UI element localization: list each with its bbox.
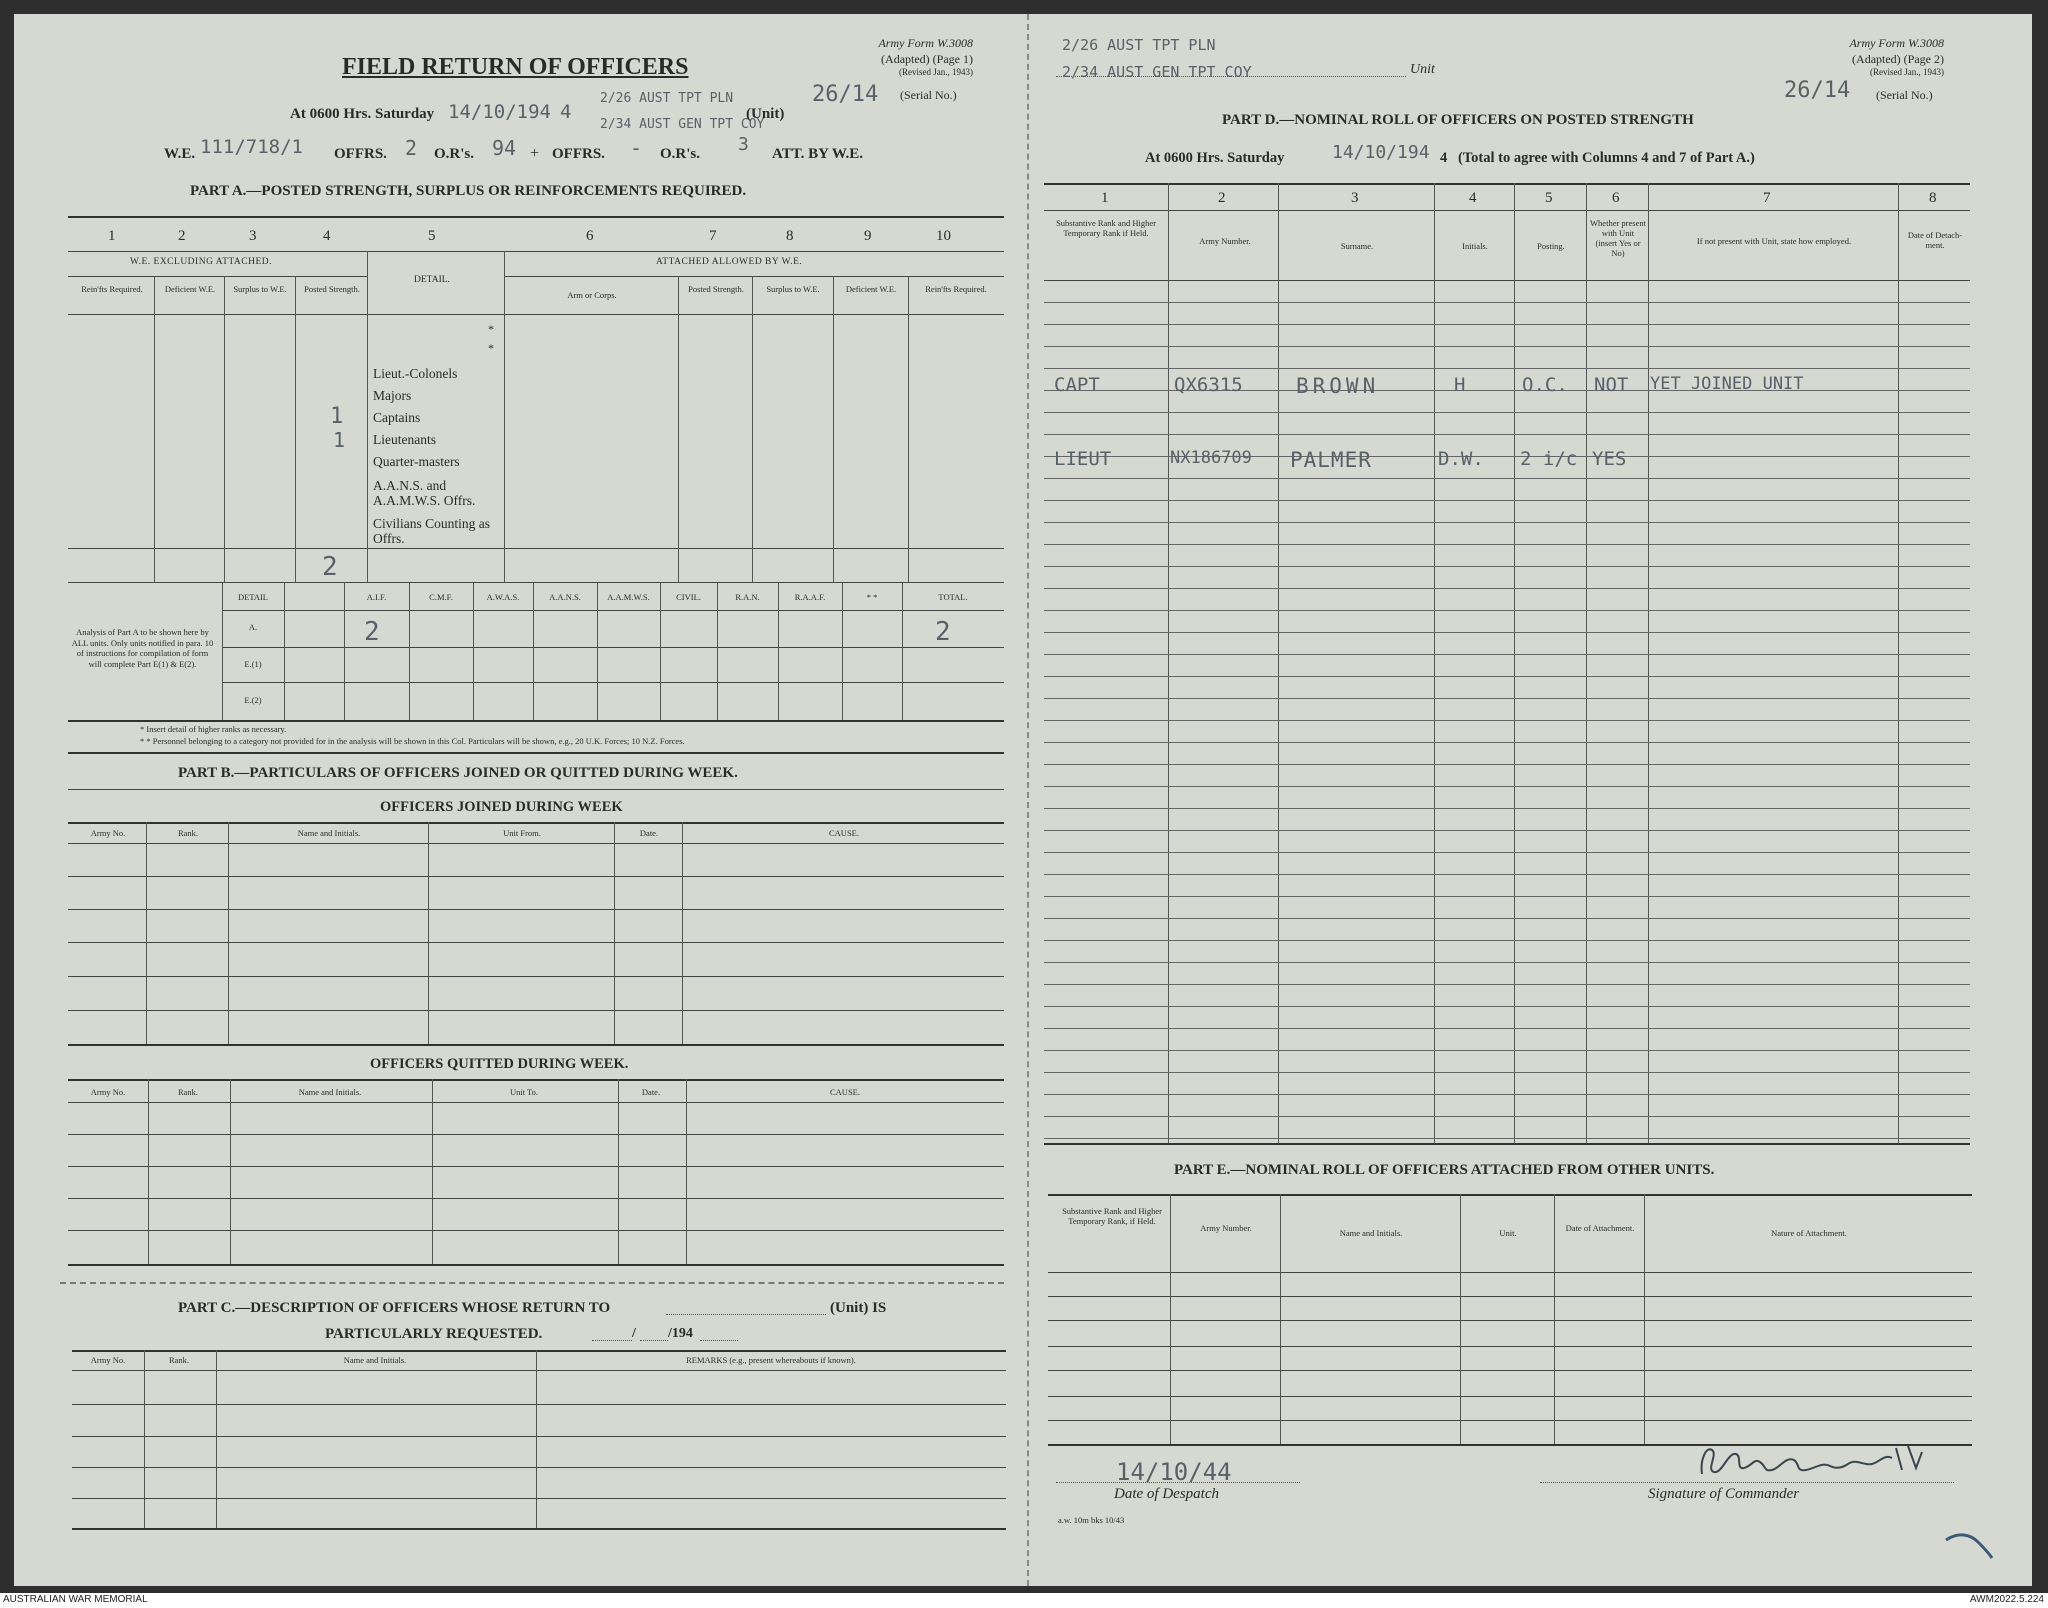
e-h-date: Date of Attachment. bbox=[1565, 1223, 1635, 1233]
part-d-row-line bbox=[1044, 434, 1970, 435]
ors2-label: O.R's. bbox=[660, 146, 701, 162]
d-row1-surname: BROWN bbox=[1296, 374, 1380, 398]
d-row2-surname: PALMER bbox=[1290, 448, 1372, 472]
an-h-cmf: C.M.F. bbox=[429, 592, 453, 602]
an-h-total: TOTAL. bbox=[938, 592, 968, 602]
joined-title: OFFICERS JOINED DURING WEEK bbox=[380, 799, 623, 815]
hdr-posted: Posted Strength. bbox=[304, 284, 360, 294]
we-label: W.E. bbox=[164, 146, 196, 162]
d-row1-rank: CAPT bbox=[1054, 374, 1100, 396]
serial-number: 26/14 bbox=[812, 82, 879, 107]
d-row1-posting: O.C. bbox=[1522, 374, 1568, 396]
d-row2-rank: LIEUT bbox=[1054, 448, 1112, 470]
stray-mark bbox=[1944, 1530, 1994, 1560]
tear-line bbox=[60, 1282, 1004, 1284]
part-d-row-line bbox=[1044, 1094, 1970, 1095]
an-h-other: * * bbox=[866, 592, 878, 602]
part-b-title: PART B.—PARTICULARS OF OFFICERS JOINED OR QUITTED DURING WEEK. bbox=[178, 765, 738, 781]
quitted-v3 bbox=[432, 1079, 433, 1264]
footer-institution: AUSTRALIAN WAR MEMORIAL bbox=[3, 1594, 148, 1605]
part-c-v1 bbox=[144, 1350, 145, 1528]
quitted-v1 bbox=[148, 1079, 149, 1264]
part-d-row-line bbox=[1044, 896, 1970, 897]
an-v3 bbox=[409, 582, 410, 720]
part-d-row-line bbox=[1044, 720, 1970, 721]
part-b-rule-top bbox=[68, 752, 1004, 754]
part-c-h-remarks: REMARKS (e.g., present whereabouts if known). bbox=[686, 1355, 856, 1365]
line1-unit: 2/26 AUST TPT PLN 2/34 AUST GEN TPT COY bbox=[600, 91, 765, 132]
hdr-arm-corps: Arm or Corps. bbox=[567, 290, 617, 300]
despatch-line bbox=[1056, 1482, 1300, 1483]
part-d-v7 bbox=[1898, 183, 1899, 1143]
part-d-v3 bbox=[1434, 183, 1435, 1143]
form-ref-line3: (Revised Jan., 1943) bbox=[899, 67, 973, 77]
right-unit-handwritten: 2/26 AUST TPT PLN 2/34 AUST GEN TPT COY bbox=[1062, 36, 1252, 81]
part-a-title: PART A.—POSTED STRENGTH, SURPLUS OR REINFORCEMENTS REQUIRED. bbox=[190, 183, 747, 199]
offrs2-value: - bbox=[630, 136, 643, 160]
part-d-row-line bbox=[1044, 588, 1970, 589]
part-e-v5 bbox=[1644, 1194, 1645, 1444]
part-d-row-line bbox=[1044, 1006, 1970, 1007]
part-c-row-4 bbox=[72, 1498, 1006, 1499]
part-c-row-1 bbox=[72, 1404, 1006, 1405]
part-d-row-line bbox=[1044, 302, 1970, 303]
d-row2-number: NX186709 bbox=[1170, 448, 1252, 468]
quitted-rule-top bbox=[68, 1079, 1004, 1081]
d-col-5: 5 bbox=[1545, 190, 1553, 206]
part-e-rule-top bbox=[1048, 1194, 1972, 1196]
joined-row-1 bbox=[68, 876, 1004, 877]
an-h-civil: CIVIL. bbox=[676, 592, 701, 602]
form-ref-line2: (Adapted) (Page 1) bbox=[881, 52, 973, 66]
part-d-row-line bbox=[1044, 918, 1970, 919]
part-c-slash: / bbox=[632, 1326, 636, 1341]
line1-unit-label: (Unit) bbox=[746, 106, 785, 122]
hdr-reinfts-req-2: Rein'fts Required. bbox=[925, 284, 987, 294]
d-col-7: 7 bbox=[1763, 190, 1771, 206]
quitted-h-name: Name and Initials. bbox=[298, 1087, 362, 1097]
offrs2-label: OFFRS. bbox=[552, 146, 605, 162]
part-e-v2 bbox=[1280, 1194, 1281, 1444]
part-d-rule-hdr bbox=[1044, 280, 1970, 281]
part-d-subtitle-b: (Total to agree with Columns 4 and 7 of Part A.) bbox=[1458, 150, 1755, 166]
part-d-row-line bbox=[1044, 1050, 1970, 1051]
center-fold bbox=[1027, 14, 1029, 1586]
part-d-row-line bbox=[1044, 610, 1970, 611]
col-num-9: 9 bbox=[864, 228, 872, 244]
part-d-row-line bbox=[1044, 676, 1970, 677]
part-c-h-army: Army No. bbox=[90, 1355, 126, 1365]
part-d-row-line bbox=[1044, 1138, 1970, 1139]
asterisk-1: * bbox=[488, 322, 494, 336]
part-a-vline-7 bbox=[752, 276, 753, 582]
an-v4 bbox=[473, 582, 474, 720]
part-c-date-blank2 bbox=[640, 1340, 668, 1341]
d-h-posting: Posting. bbox=[1537, 241, 1565, 251]
part-d-row-line bbox=[1044, 962, 1970, 963]
e-h-name: Name and Initials. bbox=[1339, 1228, 1403, 1238]
e-h-unit: Unit. bbox=[1499, 1228, 1517, 1238]
part-d-row-line bbox=[1044, 742, 1970, 743]
signature-label: Signature of Commander bbox=[1648, 1486, 1800, 1502]
an-v6 bbox=[597, 582, 598, 720]
printer-code: a.w. 10m bks 10/43 bbox=[1058, 1515, 1125, 1525]
right-unit-label: Unit bbox=[1410, 62, 1435, 77]
part-e-title: PART E.—NOMINAL ROLL OF OFFICERS ATTACHED FROM OTHER UNITS. bbox=[1174, 1162, 1715, 1178]
an-h-awas: A.W.A.S. bbox=[486, 592, 520, 602]
d-row2-posting: 2 i/c bbox=[1520, 448, 1578, 470]
joined-rule-top bbox=[68, 822, 1004, 824]
d-row1-present: NOT bbox=[1594, 374, 1629, 396]
part-a-rule-4 bbox=[68, 548, 1004, 549]
an-row-e2: E.(2) bbox=[244, 695, 262, 705]
joined-h-name: Name and Initials. bbox=[297, 828, 361, 838]
part-d-row-line bbox=[1044, 412, 1970, 413]
an-row-e1: E.(1) bbox=[244, 659, 262, 669]
part-d-row-line bbox=[1044, 786, 1970, 787]
joined-h-cause: CAUSE. bbox=[829, 828, 859, 838]
joined-row-3 bbox=[68, 942, 1004, 943]
hdr-deficient-2: Deficient W.E. bbox=[845, 284, 897, 294]
we-value: 111/718/1 bbox=[200, 136, 303, 158]
part-c-row-3 bbox=[72, 1467, 1006, 1468]
asterisk-2: * bbox=[488, 341, 494, 355]
d-h-employed: If not present with Unit, state how employed. bbox=[1696, 236, 1852, 246]
quitted-h-cause: CAUSE. bbox=[830, 1087, 860, 1097]
analysis-rule-bottom bbox=[68, 720, 1004, 722]
right-form-ref-1: Army Form W.3008 bbox=[1849, 36, 1944, 50]
d-row2-initials: D.W. bbox=[1438, 448, 1484, 470]
col-num-10: 10 bbox=[936, 228, 951, 244]
e-h-nature: Nature of Attachment. bbox=[1771, 1228, 1847, 1238]
part-e-rule-hdr bbox=[1048, 1272, 1972, 1273]
part-c-unit-is: (Unit) IS bbox=[830, 1300, 887, 1316]
e-h-rank: Substantive Rank and Higher Temporary Rank, if Held. bbox=[1062, 1206, 1162, 1226]
part-c-rule-hdr bbox=[72, 1370, 1006, 1371]
line1-year: 4 bbox=[560, 101, 572, 123]
an-h-ran: R.A.N. bbox=[735, 592, 760, 602]
rank-lt-col: Lieut.-Colonels bbox=[373, 366, 458, 381]
part-e-row-5 bbox=[1048, 1396, 1972, 1397]
part-c-rule-top bbox=[72, 1350, 1006, 1352]
an-v5 bbox=[533, 582, 534, 720]
part-d-row-line bbox=[1044, 1028, 1970, 1029]
rank-majors: Majors bbox=[373, 388, 412, 403]
col-num-4: 4 bbox=[323, 228, 331, 244]
col-num-7: 7 bbox=[709, 228, 717, 244]
signature-scrawl-icon bbox=[1696, 1440, 1940, 1484]
analysis-note: Analysis of Part A to be shown here by ALL units. Only units notified in para. 10 of instructions for compilation of form will complete Part E(1) & E(2). bbox=[71, 627, 214, 669]
d-col-2: 2 bbox=[1218, 190, 1226, 206]
part-c-h-rank: Rank. bbox=[168, 1355, 190, 1365]
an-aif-a: 2 bbox=[364, 617, 380, 647]
part-d-rule-num bbox=[1044, 210, 1970, 211]
part-d-row-line bbox=[1044, 1116, 1970, 1117]
joined-rule-hdr bbox=[68, 843, 1004, 844]
hdr-deficient: Deficient W.E. bbox=[164, 284, 216, 294]
rank-captains: Captains bbox=[373, 410, 421, 425]
part-d-row-line bbox=[1044, 764, 1970, 765]
quitted-h-army: Army No. bbox=[90, 1087, 126, 1097]
footnote-2: * * Personnel belonging to a category not provided for in the analysis will be shown in this Col. Particulars will be shown, e.g., 20 U.K. Forces; 10 N.Z. Forces. bbox=[140, 736, 685, 746]
rank-lieutenants: Lieutenants bbox=[373, 432, 436, 447]
d-row2-present: YES bbox=[1592, 448, 1627, 470]
part-e-v3 bbox=[1460, 1194, 1461, 1444]
part-d-row-line bbox=[1044, 808, 1970, 809]
part-a-vline-1 bbox=[154, 276, 155, 582]
col-num-5: 5 bbox=[428, 228, 436, 244]
analysis-rule-3 bbox=[222, 682, 1004, 683]
despatch-label: Date of Despatch bbox=[1114, 1486, 1219, 1502]
part-d-row-line bbox=[1044, 632, 1970, 633]
quitted-rule-bottom bbox=[68, 1264, 1004, 1266]
part-d-row-line bbox=[1044, 654, 1970, 655]
pen-stroke-icon bbox=[1944, 1530, 1994, 1560]
att-label: ATT. BY W.E. bbox=[772, 146, 864, 162]
part-d-row-line bbox=[1044, 544, 1970, 545]
part-d-row-line bbox=[1044, 830, 1970, 831]
part-c-v3 bbox=[536, 1350, 537, 1528]
quitted-row-3 bbox=[68, 1198, 1004, 1199]
offrs-label: OFFRS. bbox=[334, 146, 387, 162]
part-d-year: 4 bbox=[1440, 150, 1448, 166]
an-h-aif: A.I.F. bbox=[366, 592, 387, 602]
col-num-1: 1 bbox=[108, 228, 116, 244]
d-row1-number: QX6315 bbox=[1174, 374, 1243, 396]
an-h-aamws: A.A.M.W.S. bbox=[607, 592, 650, 602]
rank-aans: A.A.N.S. and A.A.M.W.S. Offrs. bbox=[373, 478, 476, 508]
detail-label: DETAIL. bbox=[414, 275, 450, 285]
right-unit-blank bbox=[1056, 76, 1406, 77]
part-c-v2 bbox=[216, 1350, 217, 1528]
part-a-rule-3 bbox=[68, 314, 1004, 315]
posted-lieutenants: 1 bbox=[333, 428, 346, 452]
right-serial: 26/14 bbox=[1784, 78, 1851, 103]
part-e-v4 bbox=[1554, 1194, 1555, 1444]
d-h-surname: Surname. bbox=[1340, 241, 1374, 251]
joined-h-rank: Rank. bbox=[177, 828, 199, 838]
part-a-vline-2 bbox=[224, 276, 225, 582]
part-a-rule-5 bbox=[68, 582, 1004, 583]
part-d-row-line bbox=[1044, 346, 1970, 347]
part-b-rule-1 bbox=[68, 789, 1004, 790]
quitted-h-date: Date. bbox=[641, 1087, 661, 1097]
part-d-row-line bbox=[1044, 984, 1970, 985]
archive-footer bbox=[0, 1593, 2048, 1608]
part-d-v6 bbox=[1648, 183, 1649, 1143]
form-ref-line1: Army Form W.3008 bbox=[878, 36, 973, 50]
posted-captains: 1 bbox=[330, 404, 344, 429]
part-e-row-2 bbox=[1048, 1320, 1972, 1321]
hdr-posted-2: Posted Strength. bbox=[688, 284, 744, 294]
joined-h-army: Army No. bbox=[90, 828, 126, 838]
part-d-rule-bottom bbox=[1044, 1143, 1970, 1145]
joined-row-2 bbox=[68, 909, 1004, 910]
group-attached: ATTACHED ALLOWED BY W.E. bbox=[656, 257, 803, 267]
part-a-vline-9 bbox=[908, 276, 909, 582]
part-e-row-6 bbox=[1048, 1420, 1972, 1421]
ors-label: O.R's. bbox=[434, 146, 475, 162]
joined-row-5 bbox=[68, 1010, 1004, 1011]
right-serial-label: (Serial No.) bbox=[1876, 88, 1933, 102]
d-h-initials: Initials. bbox=[1462, 241, 1488, 251]
an-v9 bbox=[778, 582, 779, 720]
rank-qm: Quarter-masters bbox=[373, 454, 460, 469]
part-a-vline-5 bbox=[504, 251, 505, 582]
part-d-row-line bbox=[1044, 478, 1970, 479]
line1-date: 14/10/194 bbox=[448, 101, 551, 123]
part-c-date-blank3 bbox=[700, 1340, 738, 1341]
d-col-1: 1 bbox=[1101, 190, 1109, 206]
e-h-army-number: Army Number. bbox=[1200, 1223, 1252, 1233]
d-h-detach: Date of Detach-ment. bbox=[1907, 230, 1963, 250]
quitted-h-unit: Unit To. bbox=[509, 1087, 539, 1097]
part-e-row-4 bbox=[1048, 1370, 1972, 1371]
d-h-army-number: Army Number. bbox=[1199, 236, 1251, 246]
part-a-vline-6 bbox=[678, 276, 679, 582]
offrs-value: 2 bbox=[405, 136, 418, 160]
posted-total: 2 bbox=[322, 552, 338, 582]
part-a-rule-top bbox=[68, 216, 1004, 218]
quitted-v4 bbox=[618, 1079, 619, 1264]
part-c-unit-blank bbox=[666, 1314, 826, 1315]
footnote-1: * Insert detail of higher ranks as necessary. bbox=[140, 724, 287, 734]
part-c-title2: PARTICULARLY REQUESTED. bbox=[325, 1326, 543, 1342]
part-d-subtitle-a: At 0600 Hrs. Saturday bbox=[1145, 150, 1285, 166]
part-a-vline-3 bbox=[295, 276, 296, 582]
d-col-8: 8 bbox=[1929, 190, 1937, 206]
col-num-8: 8 bbox=[786, 228, 794, 244]
an-v2 bbox=[344, 582, 345, 720]
part-d-v2 bbox=[1278, 183, 1279, 1143]
col-num-2: 2 bbox=[178, 228, 186, 244]
d-col-3: 3 bbox=[1351, 190, 1359, 206]
right-form-ref-2: (Adapted) (Page 2) bbox=[1852, 52, 1944, 66]
part-d-title: PART D.—NOMINAL ROLL OF OFFICERS ON POSTED STRENGTH bbox=[1222, 112, 1694, 128]
part-e-v1 bbox=[1170, 1194, 1171, 1444]
part-d-row-line bbox=[1044, 852, 1970, 853]
d-col-4: 4 bbox=[1469, 190, 1477, 206]
part-d-row-line bbox=[1044, 874, 1970, 875]
part-a-rule-1 bbox=[68, 251, 1004, 252]
quitted-title: OFFICERS QUITTED DURING WEEK. bbox=[370, 1056, 629, 1072]
an-v10 bbox=[842, 582, 843, 720]
d-h-present: Whether present with Unit (insert Yes or No) bbox=[1590, 218, 1646, 258]
analysis-rule-2 bbox=[222, 647, 1004, 648]
right-form-ref-3: (Revised Jan., 1943) bbox=[1870, 67, 1944, 77]
joined-rule-bottom bbox=[68, 1044, 1004, 1046]
an-v11 bbox=[902, 582, 903, 720]
an-h-raaf: R.A.A.F. bbox=[794, 592, 826, 602]
line1-at: At 0600 Hrs. Saturday bbox=[290, 106, 435, 122]
part-d-row-line bbox=[1044, 698, 1970, 699]
part-d-row-line bbox=[1044, 566, 1970, 567]
hdr-reinfts-req: Rein'fts Required. bbox=[81, 284, 143, 294]
ors2-value: 3 bbox=[738, 134, 749, 155]
analysis-rule-1 bbox=[222, 610, 1004, 611]
part-a-vline-4 bbox=[367, 251, 368, 582]
col-num-6: 6 bbox=[586, 228, 594, 244]
part-d-row-line bbox=[1044, 522, 1970, 523]
commander-signature bbox=[1696, 1440, 1940, 1484]
quitted-row-1 bbox=[68, 1134, 1004, 1135]
part-c-h-name: Name and Initials. bbox=[343, 1355, 407, 1365]
part-a-rule-2a bbox=[68, 276, 368, 277]
quitted-v2 bbox=[230, 1079, 231, 1264]
part-e-row-1 bbox=[1048, 1296, 1972, 1297]
quitted-row-4 bbox=[68, 1230, 1004, 1231]
d-row1-employed: YET JOINED UNIT bbox=[1650, 374, 1804, 394]
an-h-aans: A.A.N.S. bbox=[549, 592, 581, 602]
form-title: FIELD RETURN OF OFFICERS bbox=[342, 54, 689, 80]
joined-h-unit: Unit From. bbox=[503, 828, 541, 838]
joined-row-4 bbox=[68, 976, 1004, 977]
part-a-vline-8 bbox=[833, 276, 834, 582]
part-d-row-line bbox=[1044, 324, 1970, 325]
ors-value: 94 bbox=[492, 136, 517, 160]
quitted-h-rank: Rank. bbox=[177, 1087, 199, 1097]
quitted-v5 bbox=[686, 1079, 687, 1264]
part-e-row-3 bbox=[1048, 1346, 1972, 1347]
plus-sign: + bbox=[530, 145, 540, 162]
part-d-row-line bbox=[1044, 368, 1970, 369]
joined-h-date: Date. bbox=[639, 828, 659, 838]
part-d-row-line bbox=[1044, 500, 1970, 501]
part-d-v5 bbox=[1586, 183, 1587, 1143]
an-v7 bbox=[660, 582, 661, 720]
footer-accession: AWM2022.5.224 bbox=[1969, 1594, 2044, 1605]
an-v1 bbox=[284, 582, 285, 720]
group-we-excl: W.E. EXCLUDING ATTACHED. bbox=[130, 257, 273, 267]
hdr-surplus: Surplus to W.E. bbox=[233, 284, 287, 294]
part-c-title1: PART C.—DESCRIPTION OF OFFICERS WHOSE RETURN TO bbox=[178, 1300, 611, 1316]
quitted-row-2 bbox=[68, 1166, 1004, 1167]
d-h-rank: Substantive Rank and Higher Temporary Rank if Held. bbox=[1056, 218, 1156, 238]
despatch-date: 14/10/44 bbox=[1116, 1458, 1232, 1486]
an-v8 bbox=[717, 582, 718, 720]
an-h-detail: DETAIL bbox=[237, 592, 268, 602]
col-num-3: 3 bbox=[249, 228, 257, 244]
part-c-date-blank1 bbox=[592, 1340, 632, 1341]
part-d-date: 14/10/194 bbox=[1332, 142, 1430, 163]
part-a-rule-2b bbox=[504, 276, 1004, 277]
part-d-v1 bbox=[1168, 183, 1169, 1143]
part-c-row-2 bbox=[72, 1436, 1006, 1437]
serial-label: (Serial No.) bbox=[900, 88, 957, 102]
hdr-surplus-2: Surplus to W.E. bbox=[766, 284, 820, 294]
part-d-v4 bbox=[1514, 183, 1515, 1143]
d-row1-initials: H bbox=[1454, 374, 1466, 396]
quitted-rule-hdr bbox=[68, 1102, 1004, 1103]
part-c-year: /194 bbox=[668, 1326, 693, 1341]
an-total-a: 2 bbox=[935, 617, 951, 647]
part-d-row-line bbox=[1044, 1072, 1970, 1073]
d-col-6: 6 bbox=[1612, 190, 1620, 206]
part-c-rule-bottom bbox=[72, 1528, 1006, 1530]
part-d-rule-top bbox=[1044, 183, 1970, 185]
rank-civilians: Civilians Counting as Offrs. bbox=[373, 516, 491, 546]
part-d-row-line bbox=[1044, 940, 1970, 941]
an-row-a: A. bbox=[248, 622, 258, 632]
